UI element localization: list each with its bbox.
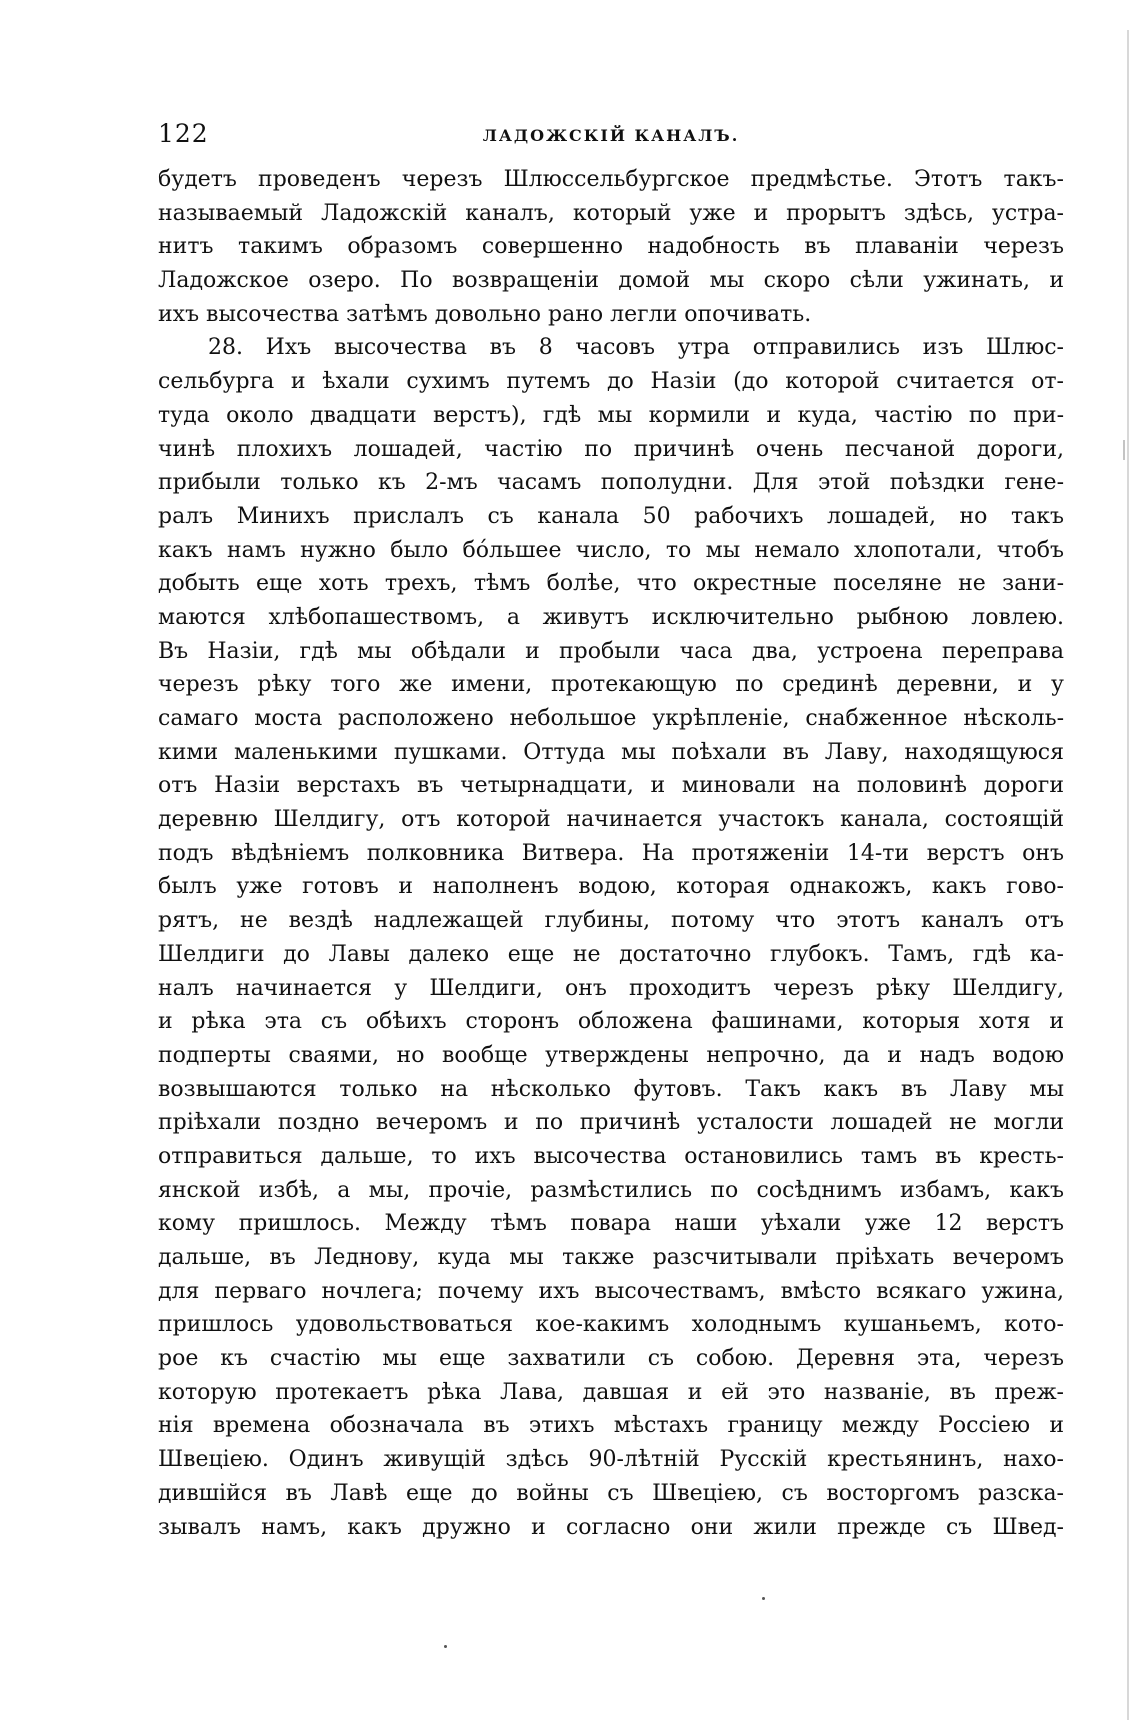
text-line: Шелдиги до Лавы далеко еще не достаточно глубокъ. Тамъ, гдѣ ка- <box>158 941 1064 967</box>
text-line: и рѣка эта съ обѣихъ сторонъ обложена фашинами, которыя хотя и <box>158 1009 1064 1035</box>
text-line: пришлось удовольствоваться кое-какимъ холоднымъ кушаньемъ, кото- <box>158 1312 1064 1338</box>
text-line: отъ Назіи верстахъ въ четырнадцати, и миновали на половинѣ дороги <box>158 773 1064 799</box>
text-line: маются хлѣбопашествомъ, а живутъ исключительно рыбною ловлею. <box>158 604 1064 630</box>
text-line: самаго моста расположено небольшое укрѣпленіе, снабженное нѣсколь- <box>158 706 1064 731</box>
text-line: рое къ счастію мы еще захватили съ собою. Деревня эта, черезъ <box>158 1346 1064 1372</box>
text-line: сельбурга и ѣхали сухимъ путемъ до Назіи (до которой считается от- <box>158 369 1064 395</box>
text-line: добыть еще хоть трехъ, тѣмъ болѣе, что окрестные поселяне не зани- <box>158 571 1064 597</box>
text-line: туда около двадцати верстъ), гдѣ мы кормили и куда, частію по при- <box>158 402 1064 428</box>
text-line: пріѣхали поздно вечеромъ и по причинѣ усталости лошадей не могли <box>158 1110 1064 1136</box>
text-line: ралъ Минихъ прислалъ съ канала 50 рабочихъ лошадей, но такъ <box>158 503 1064 529</box>
page-edge-mark <box>1123 440 1125 460</box>
text-line: нитъ такимъ образомъ совершенно надобность въ плаваніи черезъ <box>158 234 1064 260</box>
text-line: какъ намъ нужно было бо́льшее число, то мы немало хлопотали, чтобъ <box>158 537 1064 563</box>
text-line: чинѣ плохихъ лошадей, частію по причинѣ очень песчаной дороги, <box>158 436 1064 462</box>
page-edge-line <box>1127 30 1129 1720</box>
text-line: черезъ рѣку того же имени, протекающую по срединѣ деревни, и у <box>158 672 1064 698</box>
text-line: Швеціею. Одинъ живущій здѣсь 90-лѣтній Русскій крестьянинъ, нахо- <box>158 1447 1064 1473</box>
text-line: подъ вѣдѣніемъ полковника Витвера. На протяженіи 14-ти верстъ онъ <box>158 840 1064 866</box>
text-line: кими маленькими пушками. Оттуда мы поѣхали въ Лаву, находящуюся <box>158 739 1064 765</box>
paragraph-start-line: 28. Ихъ высочества въ 8 часовъ утра отправились изъ Шлюс- <box>208 335 1064 361</box>
text-line: дальше, въ Леднову, куда мы также разсчитывали пріѣхать вечеромъ <box>158 1245 1064 1270</box>
text-line: янской избѣ, а мы, прочіе, размѣстились по сосѣднимъ избамъ, какъ <box>158 1177 1064 1203</box>
page-number: 122 <box>158 119 209 148</box>
page-header <box>158 118 1064 154</box>
text-line: которую протекаетъ рѣка Лава, давшая и ей это названіе, въ преж- <box>158 1379 1064 1405</box>
text-line: дившійся въ Лавѣ еще до войны съ Швеціею, съ восторгомъ разска- <box>158 1480 1064 1506</box>
text-line: рятъ, не вездѣ надлежащей глубины, потому что этотъ каналъ отъ <box>158 908 1064 934</box>
text-line: деревню Шелдигу, отъ которой начинается участокъ канала, состоящій <box>158 807 1064 833</box>
text-line: прибыли только къ 2-мъ часамъ пополудни. Для этой поѣздки гене- <box>158 470 1064 496</box>
print-speck <box>444 1645 447 1648</box>
text-line: для перваго ночлега; почему ихъ высочествамъ, вмѣсто всякаго ужина, <box>158 1278 1064 1304</box>
text-line: ихъ высочества затѣмъ довольно рано легли опочивать. <box>158 301 812 327</box>
text-line: называемый Ладожскій каналъ, который уже и прорытъ здѣсь, устра- <box>158 200 1064 226</box>
text-line: Въ Назіи, гдѣ мы обѣдали и пробыли часа два, устроена переправа <box>158 638 1064 664</box>
text-line: былъ уже готовъ и наполненъ водою, которая однакожъ, какъ гово- <box>158 874 1064 900</box>
text-line: отправиться дальше, то ихъ высочества остановились тамъ въ кресть- <box>158 1143 1064 1169</box>
running-title: ЛАДОЖСКІЙ КАНАЛЪ. <box>482 126 740 145</box>
text-line: налъ начинается у Шелдиги, онъ проходитъ черезъ рѣку Шелдигу, <box>158 975 1064 1001</box>
text-line: кому пришлось. Между тѣмъ повара наши уѣхали уже 12 верстъ <box>158 1211 1064 1237</box>
text-line: подперты сваями, но вообще утверждены непрочно, да и надъ водою <box>158 1042 1064 1068</box>
text-line: возвышаются только на нѣсколько футовъ. Такъ какъ въ Лаву мы <box>158 1076 1064 1102</box>
text-line: зывалъ намъ, какъ дружно и согласно они жили прежде съ Швед- <box>158 1514 1064 1540</box>
print-speck <box>762 1597 765 1600</box>
text-line: Ладожское озеро. По возвращеніи домой мы скоро сѣли ужинать, и <box>158 268 1064 294</box>
text-line: нія времена обозначала въ этихъ мѣстахъ границу между Россіею и <box>158 1413 1064 1439</box>
body-text <box>158 163 1064 1544</box>
text-line: будетъ проведенъ черезъ Шлюссельбургское предмѣстье. Этотъ такъ- <box>158 167 1064 192</box>
